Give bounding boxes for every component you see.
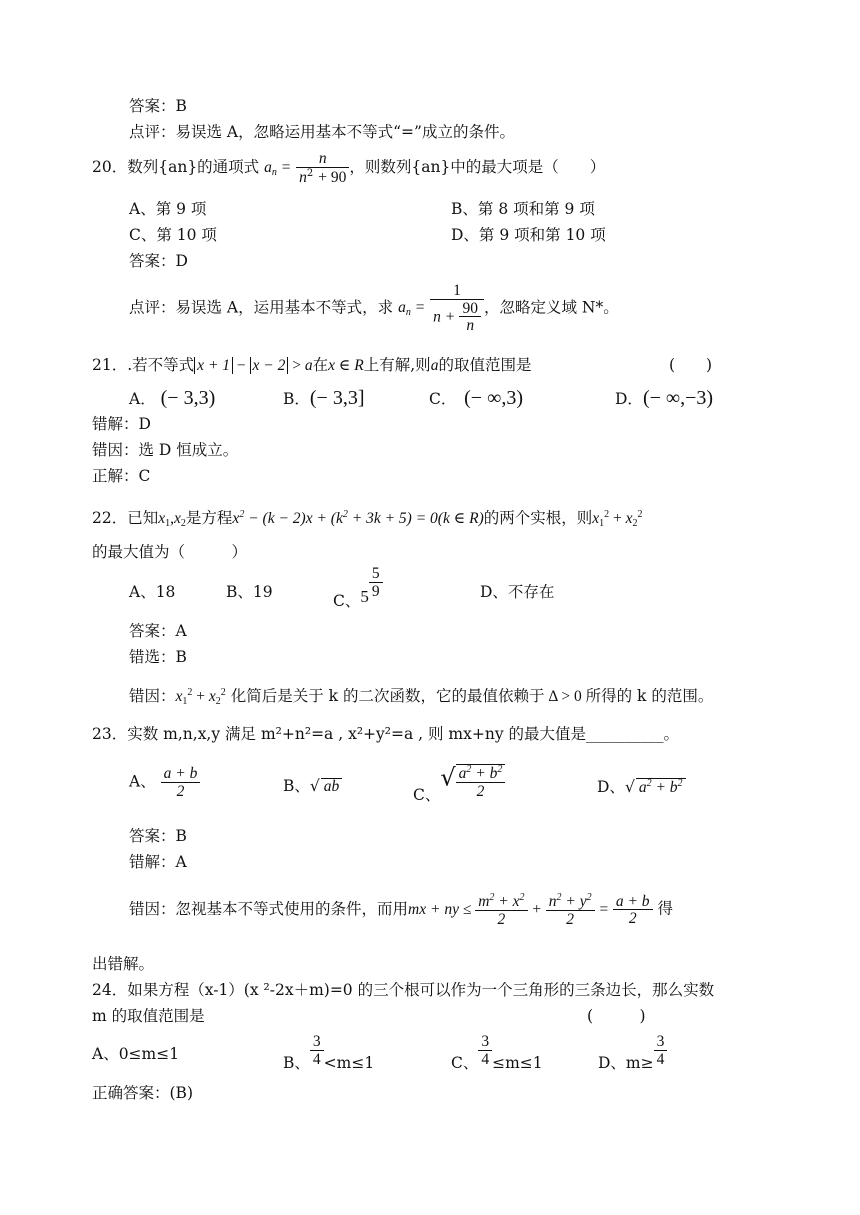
option-value: (− ∞,−3) [642,387,714,409]
answer-line: 答案：A [129,622,187,640]
formula-fraction: $\frac{n}{n^2 + 90}$ [296,151,349,185]
option-label: D、m≥ [598,1053,654,1072]
question-stem: .若不等式 [127,356,195,374]
question-20 [92,151,605,185]
stem-text: 在 [312,356,329,374]
formula-fraction: 1 n + $\frac{90}{n}$ [430,283,484,334]
option-label: C． [429,390,449,408]
option-a: A、18 [129,583,176,601]
comment-text: 点评：易误选 A，运用基本不等式，求 [129,298,394,317]
formula-an: $a_n$ = [264,159,292,178]
reason-text-tail: 所得的 k 的范围。 [585,687,714,705]
question-stem: 如果方程（x-1）(x ²-2x＋m)=0 的三个根可以作为一个三角形的三条边长，那么实数 [127,981,715,999]
question-stem-tail: ，则数列{an}中的最大项是（ ） [349,158,606,176]
option-b: B、 $\frac{3}{4}$ <m≤1 [283,1033,375,1072]
correct-answer: 正解：C [92,467,151,485]
question-number: 24． [92,981,128,999]
question-stem: 实数 m,n,x,y 满足 m²+n²=a , x²+y²=a , 则 mx+ny 的最大值是__________。 [127,725,680,743]
option-a: A、第 9 项 [129,200,207,218]
option-b: B、19 [226,583,273,601]
option-label: A、 [129,772,156,791]
option-a: A、 $\frac{a + b}{2}$ [129,766,200,799]
option-a: A、0≤m≤1 [92,1045,180,1063]
error-reason: 错因：$x_1^2 + x_2^2$ 化简后是关于 k 的二次函数，它的最值依赖于 Δ > 0 所得的 k 的范围。 [129,687,714,707]
correct-answer: 正确答案：(B) [92,1084,193,1102]
question-stem-cont: 的最大值为（ ） [92,543,248,561]
option-b: B、√ ab [283,778,342,795]
option-label: C、 [451,1053,479,1072]
abs-expression-2: x − 2 [250,357,289,374]
question-24 [92,983,714,999]
inequality: mx + ny ≤ $\frac{m^2 + x^2}{2}$ + $\frac{n^2 + y^2}{2}$ = $\frac{a + b}{2}$ [408,901,653,918]
option-label: D、 [597,778,625,796]
wrong-answer: 错解：D [92,415,151,433]
wrong-answer: 错解：A [129,853,187,871]
option-label: C、 [333,591,361,610]
option-a [129,388,215,408]
equation: $x^2 - (k - 2)x + (k^2 + 3k + 5) = 0(k$ ∈ R) [232,509,484,527]
option-d: D、m≥ $\frac{3}{4}$ [598,1034,667,1067]
option-value: (− 3,3) [160,387,216,409]
question-number: 20． [92,158,128,176]
stem-text: 的两个实根，则 [483,509,593,527]
option-label: B． [283,390,310,408]
stem-text: 的取值范围是 [438,356,532,374]
reason-label: 错因： [129,687,176,705]
question-23 [92,727,679,743]
option-label: B、 [283,777,310,795]
reason-text-tail: 得 [657,899,673,918]
option-d: D、√ $a^2 + b^2$ [597,778,686,796]
stem-text: 是方程 [185,509,233,527]
wrong-choice: 错选：B [129,648,187,666]
error-reason: 错因：选 D 恒成立。 [92,441,239,459]
question-number: 23． [92,725,128,743]
option-label: B、 [283,1053,310,1072]
option-d: D、不存在 [480,583,555,601]
option-label: A． [129,390,156,408]
option-c: C、5 $\frac{5}{9}$ [333,572,383,605]
abs-expression-1: x + 1 [194,357,233,374]
error-reason [129,893,673,927]
answer-paren: ( ) [669,356,713,374]
reason-cont: 出错解。 [92,955,155,973]
option-value: (− ∞,3) [464,387,523,409]
stem-text: 上有解,则 [363,356,431,374]
question-number: 22． [92,509,128,527]
option-b: B、第 8 项和第 9 项 [451,200,595,218]
option-c: C、 $\frac{3}{4}$ ≤m≤1 [451,1033,543,1072]
option-c [429,388,523,408]
option-d: D、第 9 项和第 10 项 [451,226,606,244]
option-label: D． [615,390,643,408]
answer-line: 答案：B [129,97,187,115]
comment-text-tail: ，忽略定义域 N*。 [483,298,619,317]
option-tail: <m≤1 [323,1053,375,1072]
option-label: C、 [413,785,441,804]
question-stem-cont: m 的取值范围是 [92,1007,205,1025]
option-b [283,388,365,408]
option-c: C、√ $\frac{a^2 + b^2}{2}$ [413,764,505,799]
question-stem: 数列{an}的通项式 [127,158,260,176]
option-d [615,388,713,408]
reason-text: 错因：忽视基本不等式使用的条件，而用 [129,899,409,918]
question-22: 22．已知$x_1,x_2$是方程$x^2 - (k - 2)x + (k^2 + 3k + 5) = 0(k$ ∈ R)的两个实根，则$x_1^2 + x_2^2$ [92,509,643,529]
comment-line: 点评：易误选 A，忽略运用基本不等式“=”成立的条件。 [129,123,515,141]
answer-paren: ( ) [587,1007,646,1025]
formula-an: $a_n$ = [398,299,426,319]
question-number: 21． [92,356,128,374]
comment-line [129,283,619,334]
reason-text: 化简后是关于 k 的二次函数，它的最值依赖于 [230,687,545,705]
stem-text: 已知 [127,509,159,527]
option-c: C、第 10 项 [129,226,217,244]
answer-line: 答案：D [129,252,188,270]
option-value: (− 3,3] [309,387,365,409]
option-tail: ≤m≤1 [492,1053,543,1072]
answer-line: 答案：B [129,827,187,845]
question-21: 21．.若不等式 x + 1 − x − 2 > a在x ∈ R上有解,则a的取值范围是 [92,356,532,374]
